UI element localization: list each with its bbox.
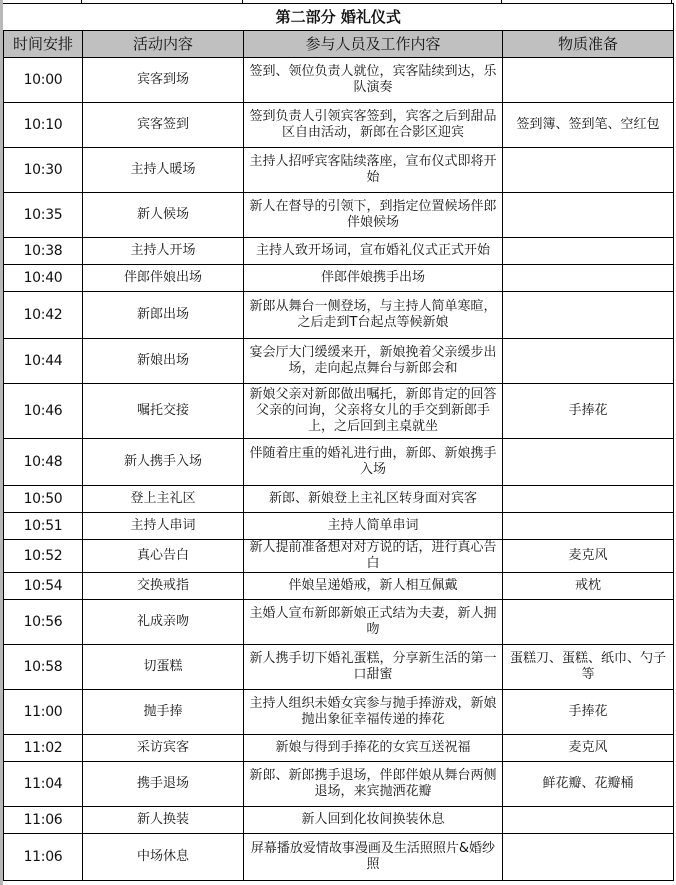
column-header-materials: 物质准备 xyxy=(503,31,674,58)
activity-cell: 切蛋糕 xyxy=(83,645,244,690)
activity-cell: 携手退场 xyxy=(83,762,244,807)
details-cell: 主婚人宣布新郎新娘正式结为夫妻，新人拥吻 xyxy=(244,600,503,645)
time-cell: 10:52 xyxy=(4,540,83,573)
table-row xyxy=(4,58,674,103)
time-cell: 10:46 xyxy=(4,384,83,439)
details-cell: 主持人组织未婚女宾参与抛手捧游戏，新娘抛出象征幸福传递的捧花 xyxy=(244,690,503,735)
materials-cell: 鲜花瓣、花瓣桶 xyxy=(503,762,674,807)
materials-cell: 麦克风 xyxy=(503,540,674,573)
time-cell: 11:06 xyxy=(4,834,83,881)
details-cell: 宴会厅大门缓缓来开，新娘挽着父亲缓步出场，走向起点舞台与新郎会和 xyxy=(244,339,503,384)
activity-cell: 新娘出场 xyxy=(83,339,244,384)
time-cell: 10:35 xyxy=(4,193,83,238)
time-cell: 10:10 xyxy=(4,103,83,148)
activity-cell: 新人候场 xyxy=(83,193,244,238)
column-header-activity: 活动内容 xyxy=(83,31,244,58)
time-cell: 10:38 xyxy=(4,238,83,265)
details-cell: 伴随着庄重的婚礼进行曲，新郎、新娘携手入场 xyxy=(244,439,503,486)
time-cell: 10:40 xyxy=(4,265,83,292)
time-cell: 10:50 xyxy=(4,486,83,513)
details-cell: 新人提前准备想对对方说的话，进行真心告白 xyxy=(244,540,503,573)
details-cell: 新人在督导的引领下，到指定位置候场伴郎伴娘候场 xyxy=(244,193,503,238)
materials-cell xyxy=(503,292,674,339)
time-cell: 11:00 xyxy=(4,690,83,735)
activity-cell: 礼成亲吻 xyxy=(83,600,244,645)
details-cell: 主持人招呼宾客陆续落座，宣布仪式即将开始 xyxy=(244,148,503,193)
details-cell: 主持人致开场词，宣布婚礼仪式正式开始 xyxy=(244,238,503,265)
activity-cell: 嘱托交接 xyxy=(83,384,244,439)
details-cell: 主持人简单串词 xyxy=(244,513,503,540)
table-row xyxy=(4,193,674,238)
activity-cell: 新人携手入场 xyxy=(83,439,244,486)
materials-cell xyxy=(503,58,674,103)
time-cell: 10:44 xyxy=(4,339,83,384)
time-cell: 10:42 xyxy=(4,292,83,339)
table-row xyxy=(4,834,674,881)
table-row xyxy=(4,807,674,834)
time-cell: 10:00 xyxy=(4,58,83,103)
materials-cell xyxy=(503,834,674,881)
activity-cell: 采访宾客 xyxy=(83,735,244,762)
activity-cell: 真心告白 xyxy=(83,540,244,573)
activity-cell: 新郎出场 xyxy=(83,292,244,339)
activity-cell: 伴郎伴娘出场 xyxy=(83,265,244,292)
section-title: 第二部分 婚礼仪式 xyxy=(4,4,674,31)
materials-cell xyxy=(503,807,674,834)
table-row xyxy=(4,762,674,807)
details-cell: 屏幕播放爱情故事漫画及生活照照片&婚纱照 xyxy=(244,834,503,881)
table-row xyxy=(4,265,674,292)
activity-cell: 新人换装 xyxy=(83,807,244,834)
time-cell: 10:54 xyxy=(4,573,83,600)
time-cell: 11:02 xyxy=(4,735,83,762)
activity-cell: 主持人暖场 xyxy=(83,148,244,193)
materials-cell: 戒枕 xyxy=(503,573,674,600)
table-row xyxy=(4,600,674,645)
activity-cell: 交换戒指 xyxy=(83,573,244,600)
details-cell: 新郎、新郎携手退场，伴郎伴娘从舞台两侧退场，来宾抛洒花瓣 xyxy=(244,762,503,807)
table-row xyxy=(4,540,674,573)
materials-cell xyxy=(503,265,674,292)
activity-cell: 宾客签到 xyxy=(83,103,244,148)
time-cell: 10:48 xyxy=(4,439,83,486)
table-row xyxy=(4,573,674,600)
ceremony-schedule-table xyxy=(3,3,674,881)
activity-cell: 主持人开场 xyxy=(83,238,244,265)
activity-cell: 抛手捧 xyxy=(83,690,244,735)
materials-cell: 手捧花 xyxy=(503,384,674,439)
materials-cell: 手捧花 xyxy=(503,690,674,735)
details-cell: 新娘与得到手捧花的女宾互送祝福 xyxy=(244,735,503,762)
details-cell: 新人回到化妆间换装休息 xyxy=(244,807,503,834)
table-row xyxy=(4,238,674,265)
table-row xyxy=(4,292,674,339)
materials-cell xyxy=(503,600,674,645)
table-row xyxy=(4,103,674,148)
time-cell: 11:04 xyxy=(4,762,83,807)
materials-cell xyxy=(503,339,674,384)
details-cell: 签到负责人引领宾客签到，宾客之后到甜品区自由活动，新郎在合影区迎宾 xyxy=(244,103,503,148)
column-header-time: 时间安排 xyxy=(4,31,83,58)
table-row xyxy=(4,513,674,540)
materials-cell xyxy=(503,486,674,513)
table-row xyxy=(4,439,674,486)
table-row xyxy=(4,690,674,735)
table-row xyxy=(4,339,674,384)
details-cell: 伴郎伴娘携手出场 xyxy=(244,265,503,292)
table-row xyxy=(4,148,674,193)
time-cell: 10:56 xyxy=(4,600,83,645)
materials-cell: 麦克风 xyxy=(503,735,674,762)
table-row xyxy=(4,384,674,439)
details-cell: 伴娘呈递婚戒，新人相互佩戴 xyxy=(244,573,503,600)
details-cell: 新郎从舞台一侧登场，与主持人简单寒暄，之后走到T台起点等候新娘 xyxy=(244,292,503,339)
time-cell: 10:30 xyxy=(4,148,83,193)
materials-cell: 蛋糕刀、蛋糕、纸巾、勺子等 xyxy=(503,645,674,690)
details-cell: 新人携手切下婚礼蛋糕，分享新生活的第一口甜蜜 xyxy=(244,645,503,690)
activity-cell: 登上主礼区 xyxy=(83,486,244,513)
next-row-stub xyxy=(3,878,673,885)
materials-cell xyxy=(503,193,674,238)
time-cell: 10:58 xyxy=(4,645,83,690)
table-row xyxy=(4,735,674,762)
table-row xyxy=(4,645,674,690)
details-cell: 新郎、新娘登上主礼区转身面对宾客 xyxy=(244,486,503,513)
materials-cell xyxy=(503,238,674,265)
time-cell: 11:06 xyxy=(4,807,83,834)
activity-cell: 宾客到场 xyxy=(83,58,244,103)
activity-cell: 主持人串词 xyxy=(83,513,244,540)
activity-cell: 中场休息 xyxy=(83,834,244,881)
materials-cell xyxy=(503,439,674,486)
details-cell: 新娘父亲对新郎做出嘱托，新郎肯定的回答父亲的问询，父亲将女儿的手交到新郎手上，之后回到主桌就坐 xyxy=(244,384,503,439)
column-header-details: 参与人员及工作内容 xyxy=(244,31,503,58)
details-cell: 签到、领位负责人就位，宾客陆续到达，乐队演奏 xyxy=(244,58,503,103)
time-cell: 10:51 xyxy=(4,513,83,540)
table-row xyxy=(4,486,674,513)
materials-cell xyxy=(503,148,674,193)
materials-cell xyxy=(503,513,674,540)
materials-cell: 签到簿、签到笔、空红包 xyxy=(503,103,674,148)
